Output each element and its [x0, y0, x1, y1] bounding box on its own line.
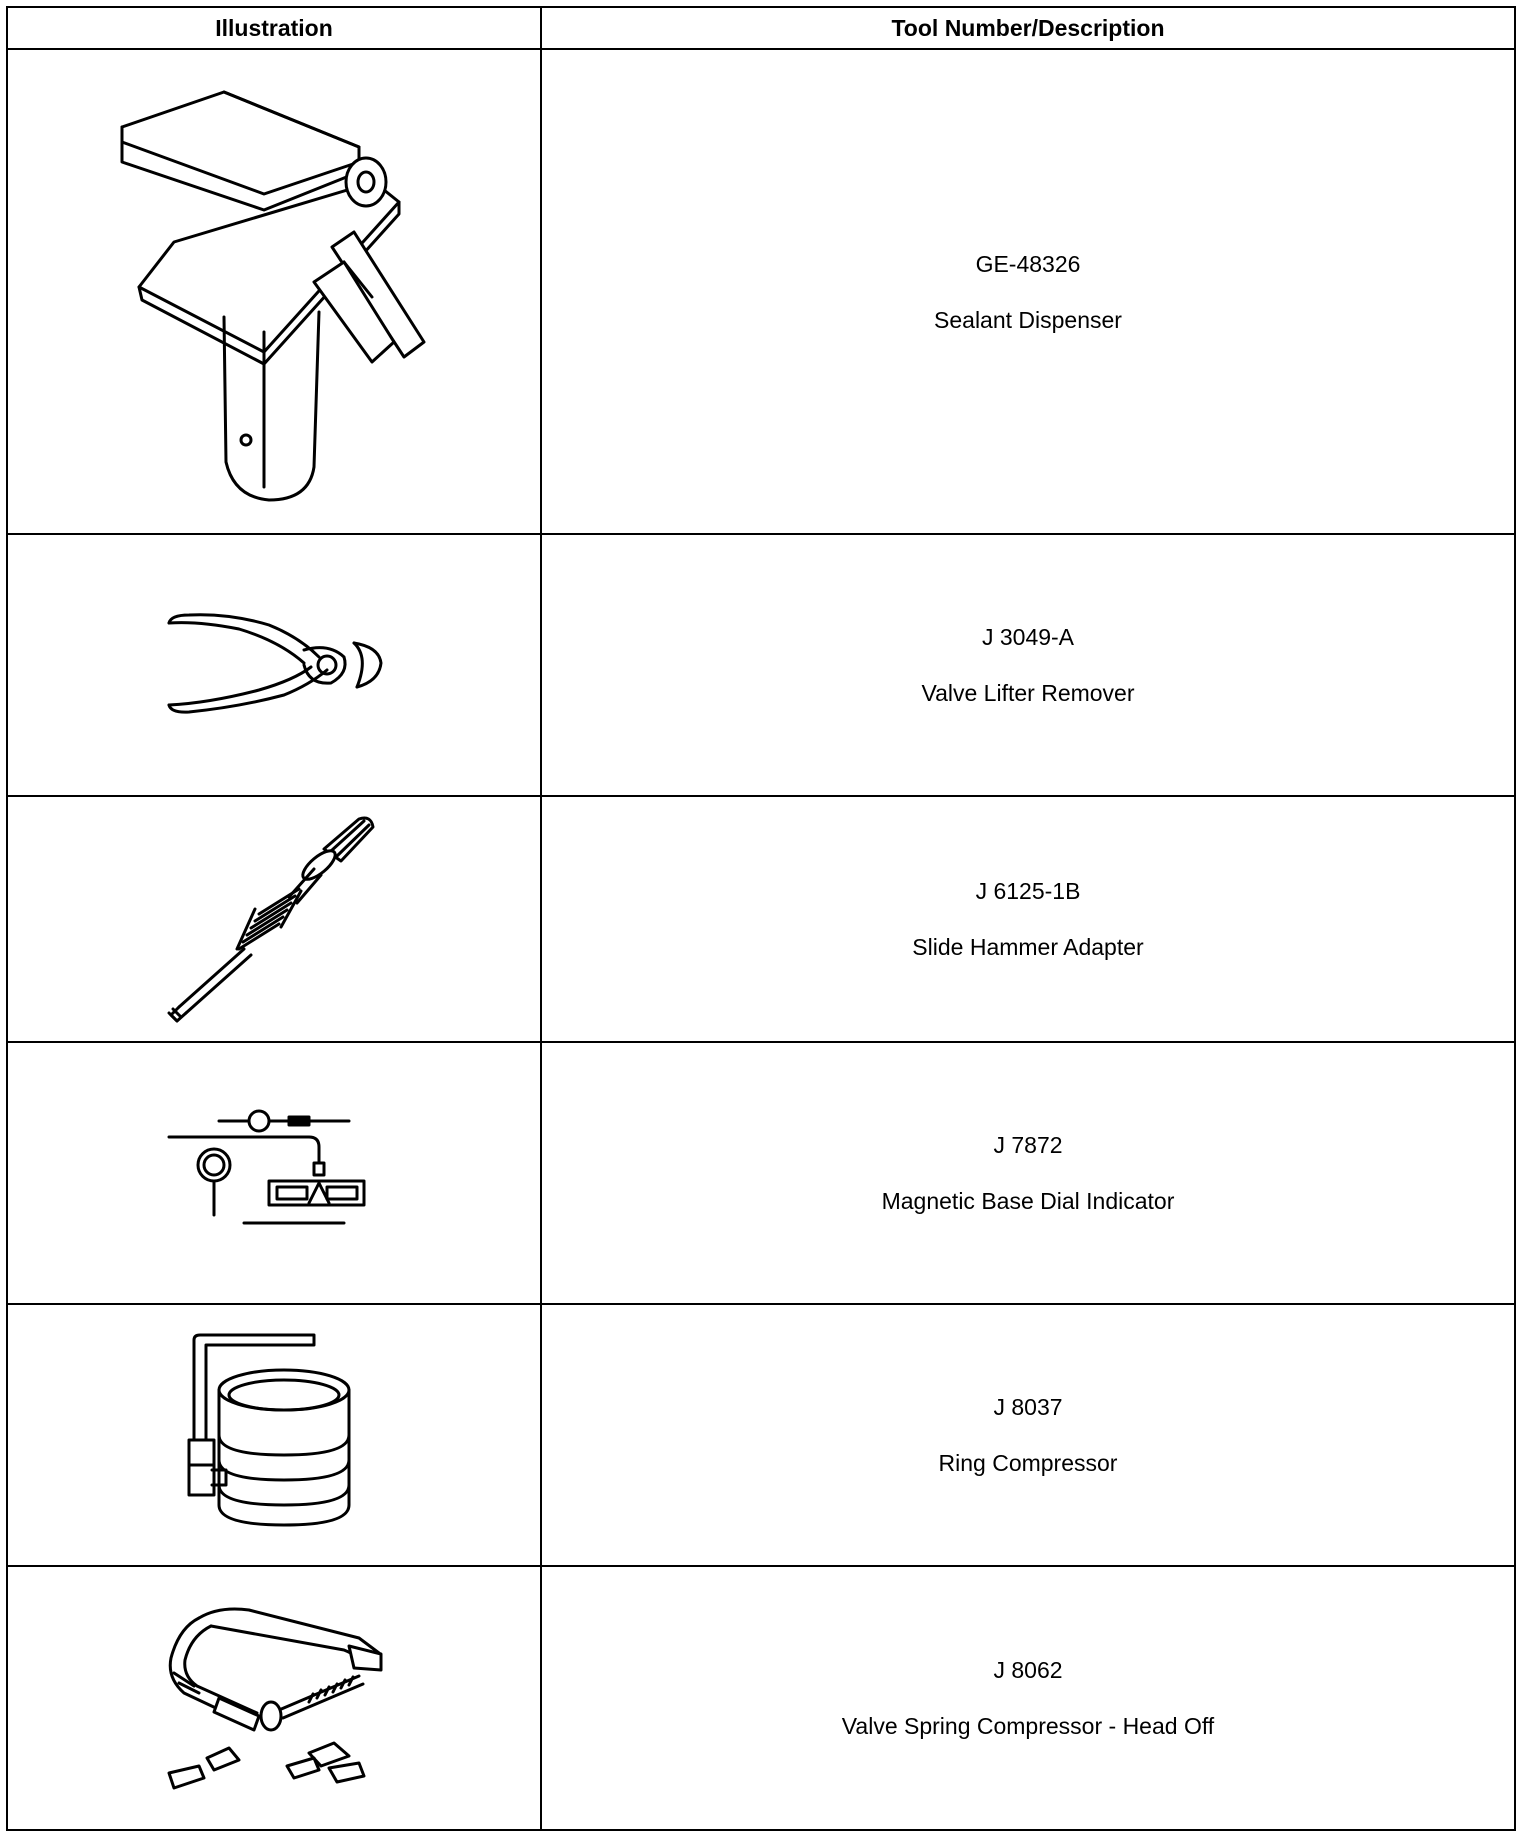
- illustration-cell: [7, 796, 541, 1042]
- table-row: [7, 534, 1515, 796]
- description-cell: [541, 1304, 1515, 1566]
- illustration-cell: [7, 1304, 541, 1566]
- description-cell: [541, 534, 1515, 796]
- tool-number: J 8037: [993, 1394, 1063, 1420]
- valve-lifter-remover-icon: [159, 595, 389, 735]
- header-description: Tool Number/Description: [541, 7, 1515, 49]
- tool-number: J 3049-A: [981, 624, 1075, 650]
- table-row: [7, 1042, 1515, 1304]
- header-illustration: Illustration: [7, 7, 541, 49]
- tool-name: Ring Compressor: [938, 1450, 1118, 1476]
- tool-number: J 8062: [993, 1657, 1063, 1683]
- table-row: [7, 49, 1515, 534]
- header-row: [7, 7, 1515, 49]
- sealant-dispenser-icon: [104, 72, 444, 512]
- illustration-cell: [7, 534, 541, 796]
- illustration-cell: [7, 49, 541, 534]
- tool-name: Magnetic Base Dial Indicator: [881, 1188, 1175, 1214]
- description-cell: [541, 1566, 1515, 1830]
- table-row: [7, 796, 1515, 1042]
- description-cell: [541, 796, 1515, 1042]
- tool-number: GE-48326: [975, 250, 1081, 277]
- tool-number: J 6125-1B: [975, 878, 1081, 904]
- tool-name: Sealant Dispenser: [934, 306, 1122, 333]
- table-row: [7, 1566, 1515, 1830]
- ring-compressor-icon: [174, 1325, 374, 1545]
- tool-number: J 7872: [993, 1132, 1063, 1158]
- tool-name: Valve Spring Compressor - Head Off: [841, 1713, 1215, 1739]
- slide-hammer-icon: [159, 809, 389, 1029]
- valve-spring-compressor-icon: [159, 1598, 389, 1798]
- illustration-cell: [7, 1566, 541, 1830]
- tool-table: [6, 6, 1516, 1831]
- table-row: [7, 1304, 1515, 1566]
- description-cell: [541, 1042, 1515, 1304]
- dial-indicator-icon: [159, 1103, 389, 1243]
- description-cell: [541, 49, 1515, 534]
- tool-name: Slide Hammer Adapter: [912, 934, 1144, 960]
- tool-name: Valve Lifter Remover: [921, 680, 1135, 706]
- illustration-cell: [7, 1042, 541, 1304]
